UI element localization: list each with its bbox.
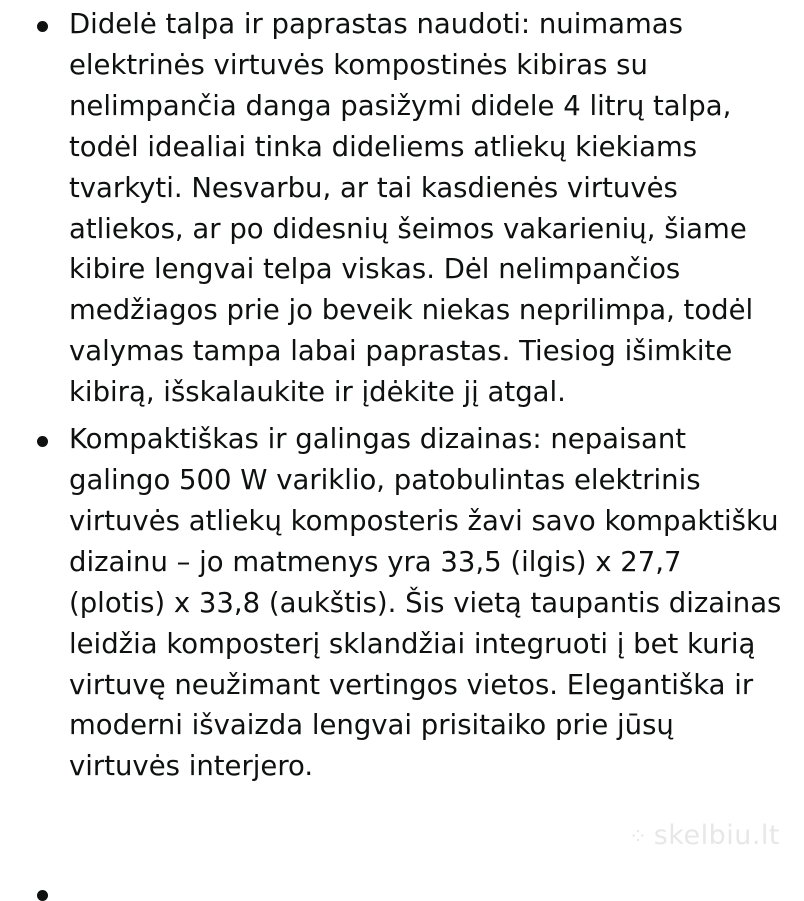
bullet-text: Didelė talpa ir paprastas naudoti: nuimamas elektrinės virtuvės kompostinės kibiras su nelimpančia danga pasižymi didele 4 litrų talpa, todėl idealiai tinka dideliems atliekų kiekiams tvarkyti. Nesvarbu, ar tai kasdienės virtuvės atliekos, ar po didesnių šeimos vakarienių, šiame kibire lengvai telpa viskas. Dėl nelimpančios medžiagos prie jo beveik niekas neprilimpa, todėl valymas tampa labai paprastas. Tiesiog išimkite kibirą, išskalaukite ir įdėkite jį atgal. <box>69 8 754 409</box>
bullet-dot-icon <box>37 21 48 32</box>
skelbiu-logo-icon: ⁘ <box>628 825 648 850</box>
feature-bullet-list <box>0 4 804 793</box>
watermark-text: skelbiu.lt <box>653 820 780 851</box>
list-item <box>0 4 804 413</box>
list-item <box>0 419 804 787</box>
bullet-text: Kompaktiškas ir galingas dizainas: nepaisant galingo 500 W variklio, patobulintas elektrinis virtuvės atliekų komposteris žavi savo kompaktišku dizainu – jo matmenys yra 33,5 (ilgis) x 27,7 (plotis) x 33,8 (aukštis). Šis vietą taupantis dizainas leidžia komposterį sklandžiai integruoti į bet kurią virtuvę neužimant vertingos vietos. Elegantiška ir moderni išvaizda lengvai prisitaiko prie jūsų virtuvės interjero. <box>69 423 782 783</box>
bullet-dot-icon <box>37 436 48 447</box>
partial-bullet-dot-icon <box>37 890 48 901</box>
watermark <box>629 820 780 851</box>
